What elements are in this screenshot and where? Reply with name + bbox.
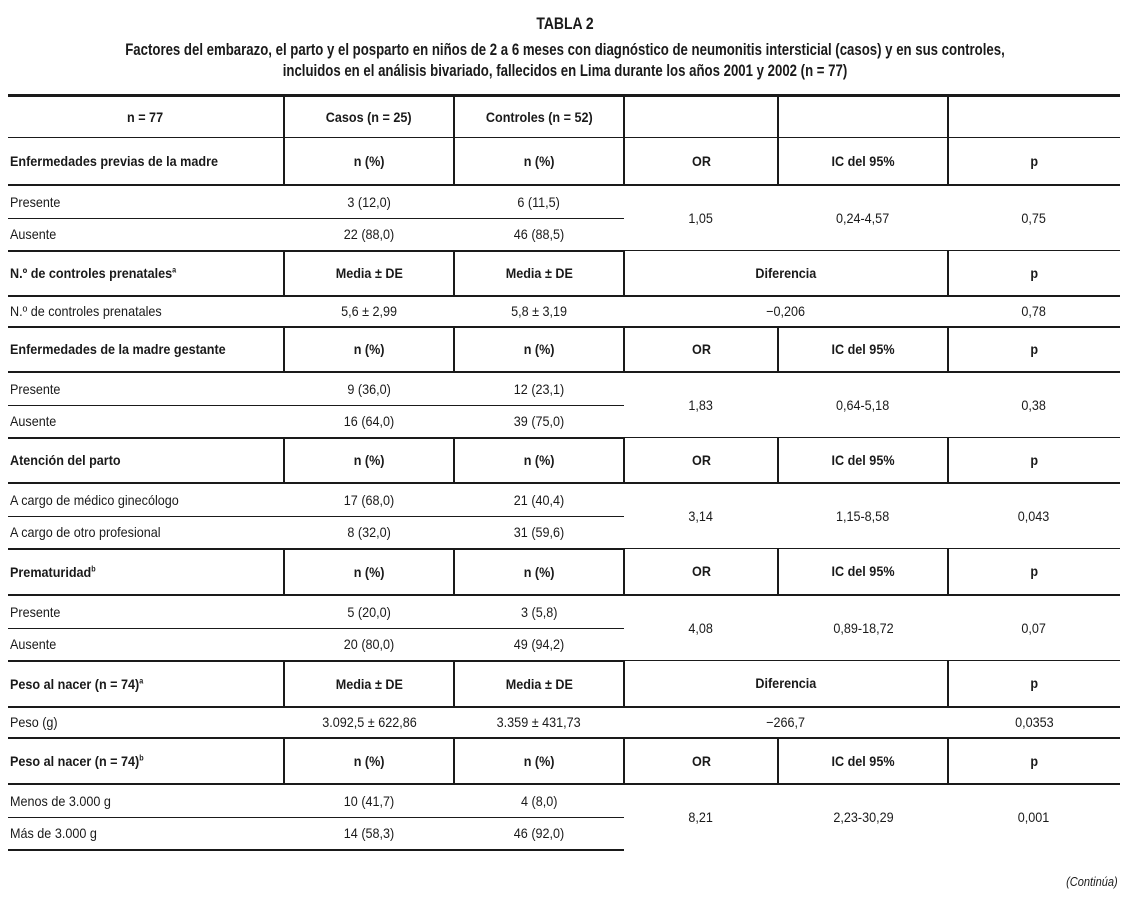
section-header-enf-previas xyxy=(8,138,1120,185)
column-header-row xyxy=(8,96,1120,138)
section-title: Peso al nacer (n = 74)$^a$ xyxy=(10,675,144,692)
controles-value: 12 (23,1) xyxy=(513,380,565,397)
caption-line-1: Factores del embarazo, el parto y el posparto en niños de 2 a 6 meses con diagnóstico de neumonitis intersticial (casos) y en sus controles, xyxy=(125,41,1005,59)
casos-value: 16 (64,0) xyxy=(343,413,395,430)
controles-value: 3 (5,8) xyxy=(520,603,558,620)
section-title: Prematuridad$^b$ xyxy=(10,563,96,580)
row-label: Presente xyxy=(10,193,61,210)
stat-label: n (%) xyxy=(523,752,555,769)
col-header-controles: Controles (n = 52) xyxy=(485,109,593,125)
ic-value: 0,89-18,72 xyxy=(832,619,894,636)
section-header-peso-cat xyxy=(8,738,1120,784)
table-row xyxy=(8,372,1120,406)
section-title: Enfermedades de la madre gestante xyxy=(10,341,226,357)
stat-label: n (%) xyxy=(353,152,385,169)
ic-label: IC del 95% xyxy=(831,152,895,169)
controles-value: 46 (88,5) xyxy=(513,226,565,243)
controles-value: 46 (92,0) xyxy=(513,825,565,842)
section-title: Peso al nacer (n = 74)$^b$ xyxy=(10,752,144,769)
controles-value: 49 (94,2) xyxy=(513,636,565,653)
casos-value: 10 (41,7) xyxy=(343,792,395,809)
section-title: Atención del parto xyxy=(10,452,121,468)
ic-label: IC del 95% xyxy=(831,341,895,357)
controles-value: 3.359 ± 431,73 xyxy=(496,714,581,730)
row-label: Más de 3.000 g xyxy=(10,825,97,842)
stat-label: Media ± DE xyxy=(335,675,403,692)
row-label: Peso (g) xyxy=(10,714,58,730)
stat-label: n (%) xyxy=(353,752,385,769)
p-label: p xyxy=(1030,451,1039,468)
row-label: Presente xyxy=(10,603,61,620)
diferencia-value: −266,7 xyxy=(766,714,806,730)
diferencia-label: Diferencia xyxy=(755,264,817,281)
or-label: OR xyxy=(691,341,711,357)
row-label: A cargo de otro profesional xyxy=(10,524,161,541)
stat-label: n (%) xyxy=(523,341,555,357)
footnote-mark: b xyxy=(139,752,144,762)
ic-label: IC del 95% xyxy=(831,752,895,769)
ic-value: 2,23-30,29 xyxy=(832,809,894,825)
row-label: Ausente xyxy=(10,636,57,653)
p-label: p xyxy=(1030,752,1039,769)
footnote-mark: a xyxy=(172,265,177,275)
p-label: p xyxy=(1030,563,1039,580)
controles-value: 21 (40,4) xyxy=(513,491,565,508)
stat-label: n (%) xyxy=(523,563,555,580)
row-label: A cargo de médico ginecólogo xyxy=(10,491,179,508)
or-label: OR xyxy=(691,451,711,468)
casos-value: 17 (68,0) xyxy=(343,491,395,508)
stat-label: Media ± DE xyxy=(335,265,403,281)
casos-value: 9 (36,0) xyxy=(347,380,391,397)
col-header-n: n = 77 xyxy=(127,109,164,125)
casos-value: 14 (58,3) xyxy=(343,825,395,842)
continued-note: (Continúa) xyxy=(1066,874,1118,889)
stat-label: n (%) xyxy=(353,341,385,357)
caption-line-2: incluidos en el análisis bivariado, fallecidos en Lima durante los años 2001 y 2002 (n = 77) xyxy=(282,62,848,80)
stat-label: n (%) xyxy=(353,563,385,580)
row-label: Presente xyxy=(10,380,61,397)
controles-value: 6 (11,5) xyxy=(517,193,561,210)
table-row xyxy=(8,707,1120,738)
row-label: N.º de controles prenatales xyxy=(10,303,162,319)
casos-value: 3 (12,0) xyxy=(347,193,391,210)
footnote-mark: b xyxy=(91,563,96,573)
ic-label: IC del 95% xyxy=(831,563,895,580)
section-header-atencion-parto xyxy=(8,438,1120,483)
p-value: 0,0353 xyxy=(1014,714,1054,730)
table-row xyxy=(8,185,1120,219)
stat-label: Media ± DE xyxy=(505,265,573,281)
or-value: 1,05 xyxy=(688,209,714,226)
controles-value: 39 (75,0) xyxy=(513,413,565,430)
diferencia-label: Diferencia xyxy=(755,675,817,692)
section-header-controles-prenatales xyxy=(8,251,1120,296)
controles-value: 4 (8,0) xyxy=(520,792,558,809)
col-header-casos: Casos (n = 25) xyxy=(326,109,412,125)
casos-value: 3.092,5 ± 622,86 xyxy=(321,714,417,730)
row-label: Menos de 3.000 g xyxy=(10,792,111,809)
stat-label: n (%) xyxy=(523,452,555,468)
table-row xyxy=(8,483,1120,517)
p-label: p xyxy=(1030,264,1039,281)
or-value: 3,14 xyxy=(688,507,714,524)
stat-label: Media ± DE xyxy=(505,675,573,692)
ic-value: 0,24-4,57 xyxy=(836,209,890,226)
diferencia-value: −0,206 xyxy=(766,303,806,319)
p-value: 0,001 xyxy=(1018,809,1050,825)
ic-value: 0,64-5,18 xyxy=(836,396,890,413)
section-header-prematuridad xyxy=(8,549,1120,595)
p-label: p xyxy=(1030,152,1039,169)
or-label: OR xyxy=(691,752,711,769)
p-value: 0,043 xyxy=(1018,507,1050,524)
or-label: OR xyxy=(691,563,711,580)
section-title: N.º de controles prenatales$^a$ xyxy=(10,265,177,281)
or-value: 8,21 xyxy=(688,809,714,825)
table-caption xyxy=(0,40,1130,82)
table-number: TABLA 2 xyxy=(536,14,594,33)
p-value: 0,38 xyxy=(1021,396,1047,413)
casos-value: 5 (20,0) xyxy=(347,603,391,620)
ic-label: IC del 95% xyxy=(831,451,895,468)
row-label: Ausente xyxy=(10,413,57,430)
table-row xyxy=(8,784,1120,818)
or-value: 1,83 xyxy=(688,396,714,413)
or-value: 4,08 xyxy=(688,619,714,636)
casos-value: 22 (88,0) xyxy=(343,226,395,243)
row-label: Ausente xyxy=(10,226,57,243)
p-label: p xyxy=(1030,341,1039,357)
section-header-peso-media xyxy=(8,661,1120,707)
casos-value: 8 (32,0) xyxy=(347,524,391,541)
section-header-enf-gestante xyxy=(8,327,1120,372)
table-row xyxy=(8,296,1120,327)
section-title: Enfermedades previas de la madre xyxy=(10,152,218,169)
p-value: 0,78 xyxy=(1021,303,1047,319)
table-row xyxy=(8,595,1120,629)
controles-value: 31 (59,6) xyxy=(513,524,565,541)
data-table xyxy=(8,94,1120,851)
p-value: 0,75 xyxy=(1021,209,1047,226)
footnote-mark: a xyxy=(139,675,144,685)
controles-value: 5,8 ± 3,19 xyxy=(511,303,567,319)
stat-label: n (%) xyxy=(523,152,555,169)
p-label: p xyxy=(1030,675,1039,692)
casos-value: 5,6 ± 2,99 xyxy=(341,303,397,319)
or-label: OR xyxy=(691,152,711,169)
stat-label: n (%) xyxy=(353,452,385,468)
casos-value: 20 (80,0) xyxy=(343,636,395,653)
p-value: 0,07 xyxy=(1021,619,1047,636)
ic-value: 1,15-8,58 xyxy=(836,507,890,524)
